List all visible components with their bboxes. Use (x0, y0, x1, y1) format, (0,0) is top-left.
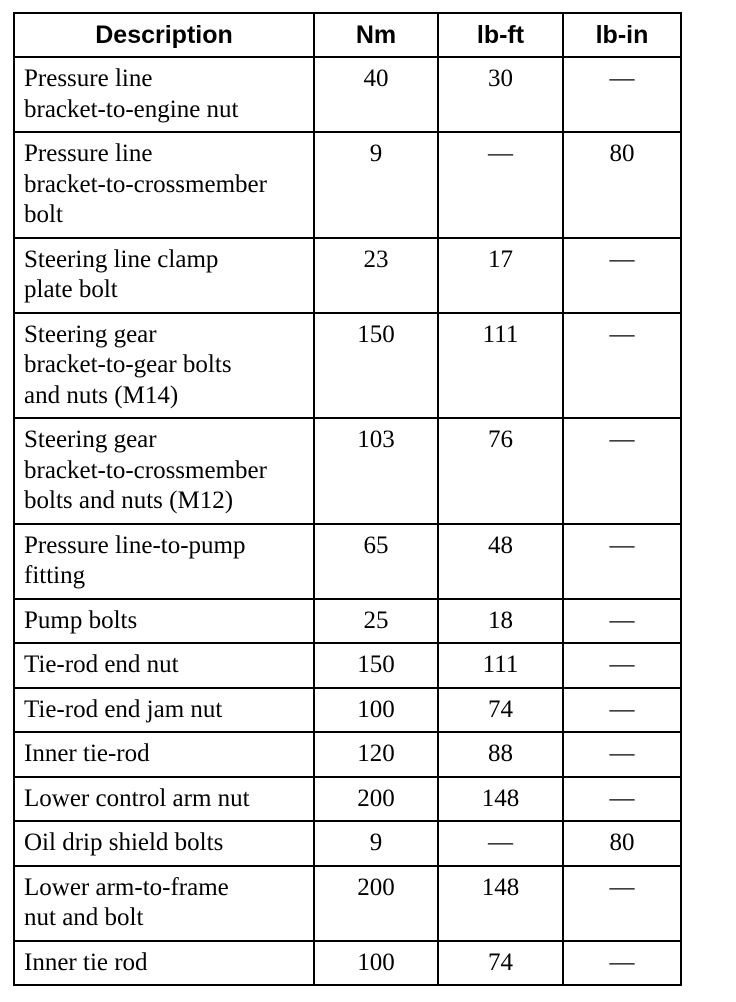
lb-ft-cell: — (438, 132, 563, 238)
description-line: Tie-rod end nut (24, 651, 179, 678)
lb-ft-cell: 74 (438, 688, 563, 733)
torque-spec-table (13, 12, 682, 986)
description-line: Lower arm-to-frame (24, 873, 229, 901)
table-row (14, 688, 681, 733)
description-cell (14, 688, 314, 733)
nm-cell: 9 (314, 132, 438, 238)
nm-cell: 103 (314, 418, 438, 524)
lb-ft-cell: 148 (438, 866, 563, 941)
description-line: Lower control arm nut (24, 784, 250, 812)
lb-ft-cell: 76 (438, 418, 563, 524)
table-row (14, 866, 681, 941)
lb-in-cell: — (563, 313, 681, 419)
lb-in-cell: — (563, 866, 681, 941)
description-cell (14, 524, 314, 599)
table-row (14, 524, 681, 599)
lb-in-cell: — (563, 777, 681, 822)
description-cell (14, 57, 314, 132)
description-line: Pressure line (24, 140, 153, 167)
nm-cell: 9 (314, 821, 438, 866)
table-body (14, 57, 681, 985)
lb-in-cell: — (563, 524, 681, 599)
table-row (14, 732, 681, 777)
description-line: bolt (24, 201, 63, 228)
description-line: bracket-to-crossmember (24, 170, 267, 198)
description-line: bolts and nuts (M12) (24, 487, 234, 514)
lb-in-cell: — (563, 599, 681, 644)
description-line: Inner tie-rod (24, 740, 150, 767)
nm-cell: 200 (314, 777, 438, 822)
description-cell (14, 941, 314, 986)
table-row (14, 777, 681, 822)
description-cell (14, 777, 314, 822)
description-cell (14, 866, 314, 941)
table-row (14, 57, 681, 132)
description-line: Oil drip shield bolts (24, 829, 224, 856)
table-row (14, 313, 681, 419)
description-line: Steering line clamp (24, 245, 219, 273)
nm-cell: 100 (314, 941, 438, 986)
table-row (14, 238, 681, 313)
description-line: bracket-to-engine nut (24, 95, 239, 123)
nm-cell: 65 (314, 524, 438, 599)
lb-ft-cell: 17 (438, 238, 563, 313)
description-line: fitting (24, 562, 86, 589)
lb-ft-cell: 88 (438, 732, 563, 777)
lb-ft-cell: 148 (438, 777, 563, 822)
lb-in-cell: — (563, 57, 681, 132)
description-line: Pump bolts (24, 606, 138, 634)
nm-cell: 200 (314, 866, 438, 941)
description-line: Steering gear (24, 426, 157, 453)
lb-in-cell: 80 (563, 821, 681, 866)
table-header-row (14, 13, 681, 57)
header-nm: Nm (314, 13, 438, 57)
nm-cell: 25 (314, 599, 438, 644)
nm-cell: 100 (314, 688, 438, 733)
header-description: Description (14, 13, 314, 57)
description-line: bracket-to-gear bolts (24, 351, 232, 378)
description-line: Steering gear (24, 320, 157, 348)
lb-in-cell: 80 (563, 132, 681, 238)
lb-in-cell: — (563, 732, 681, 777)
description-cell (14, 599, 314, 644)
lb-in-cell: — (563, 418, 681, 524)
lb-in-cell: — (563, 643, 681, 688)
table-row (14, 599, 681, 644)
description-line: and nuts (M14) (24, 381, 179, 409)
nm-cell: 120 (314, 732, 438, 777)
lb-in-cell: — (563, 941, 681, 986)
description-cell (14, 313, 314, 419)
table-row (14, 132, 681, 238)
lb-ft-cell: 111 (438, 643, 563, 688)
description-line: nut and bolt (24, 904, 144, 931)
lb-ft-cell: — (438, 821, 563, 866)
lb-in-cell: — (563, 238, 681, 313)
header-lb-ft: lb-ft (438, 13, 563, 57)
description-cell (14, 732, 314, 777)
table-row (14, 643, 681, 688)
table-row (14, 821, 681, 866)
lb-ft-cell: 30 (438, 57, 563, 132)
description-cell (14, 821, 314, 866)
description-line: Pressure line (24, 65, 153, 92)
nm-cell: 150 (314, 643, 438, 688)
description-cell (14, 132, 314, 238)
lb-ft-cell: 74 (438, 941, 563, 986)
lb-ft-cell: 48 (438, 524, 563, 599)
nm-cell: 23 (314, 238, 438, 313)
description-cell (14, 238, 314, 313)
description-line: Inner tie rod (24, 948, 148, 976)
description-cell (14, 418, 314, 524)
nm-cell: 40 (314, 57, 438, 132)
nm-cell: 150 (314, 313, 438, 419)
lb-ft-cell: 111 (438, 313, 563, 419)
description-line: bracket-to-crossmember (24, 456, 267, 484)
description-line: Pressure line-to-pump (24, 531, 246, 559)
lb-ft-cell: 18 (438, 599, 563, 644)
table-row (14, 941, 681, 986)
table-row (14, 418, 681, 524)
lb-in-cell: — (563, 688, 681, 733)
description-line: plate bolt (24, 276, 118, 303)
description-cell (14, 643, 314, 688)
header-lb-in: lb-in (563, 13, 681, 57)
description-line: Tie-rod end jam nut (24, 695, 223, 723)
